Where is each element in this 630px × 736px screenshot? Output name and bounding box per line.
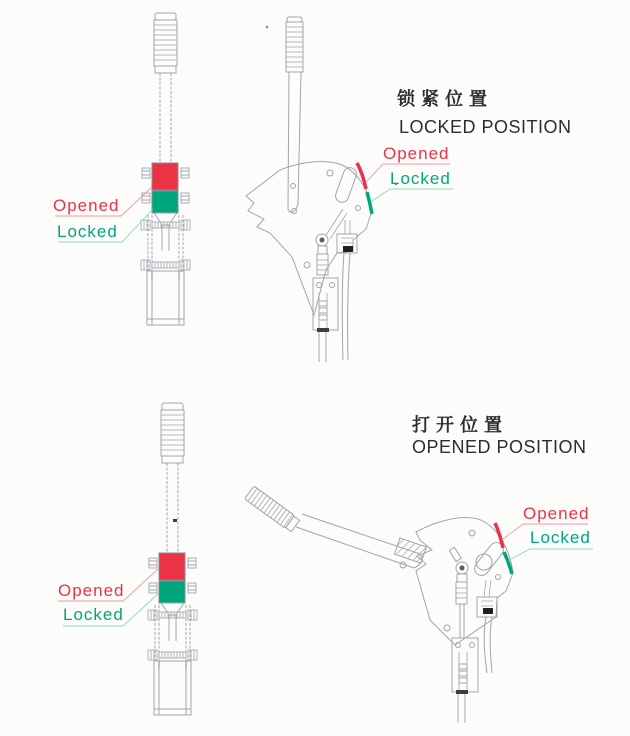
right-cable xyxy=(477,580,497,673)
side-locked-opened-label: Opened xyxy=(383,144,450,163)
locked-position-title-zh: 锁紧位置 xyxy=(397,89,493,109)
front-view-opened-drawing xyxy=(148,403,197,715)
left-rod xyxy=(452,574,478,723)
side-view-opened-drawing xyxy=(245,486,513,723)
front-opened-locked-label: Locked xyxy=(63,605,124,624)
opened-position-title-zh: 打开位置 xyxy=(412,415,508,435)
side-locked-locked-label: Locked xyxy=(390,169,451,188)
handle-grip xyxy=(245,486,301,532)
front-locked-opened-label: Opened xyxy=(53,196,120,215)
opened-position-title-en: OPENED POSITION xyxy=(412,437,587,457)
right-cable xyxy=(337,220,357,360)
handle-grip-cap xyxy=(287,17,302,22)
locked-indicator-mark xyxy=(367,192,372,214)
side-opened-locked-label: Locked xyxy=(530,528,591,547)
scan-specks xyxy=(173,26,397,522)
front-view-locked-drawing xyxy=(141,13,190,325)
opened-indicator-mark xyxy=(357,163,366,189)
side-view-locked-drawing xyxy=(246,17,372,362)
cam-slot xyxy=(334,166,359,204)
handle-shaft xyxy=(296,514,422,568)
opened-indicator-mark xyxy=(495,523,503,548)
locked-position-title-en: LOCKED POSITION xyxy=(399,117,572,137)
handle-shaft xyxy=(288,72,301,212)
side-opened-opened-label: Opened xyxy=(523,504,590,523)
front-locked-locked-label: Locked xyxy=(57,222,118,241)
leader-lines xyxy=(55,164,593,626)
front-opened-opened-label: Opened xyxy=(58,581,125,600)
